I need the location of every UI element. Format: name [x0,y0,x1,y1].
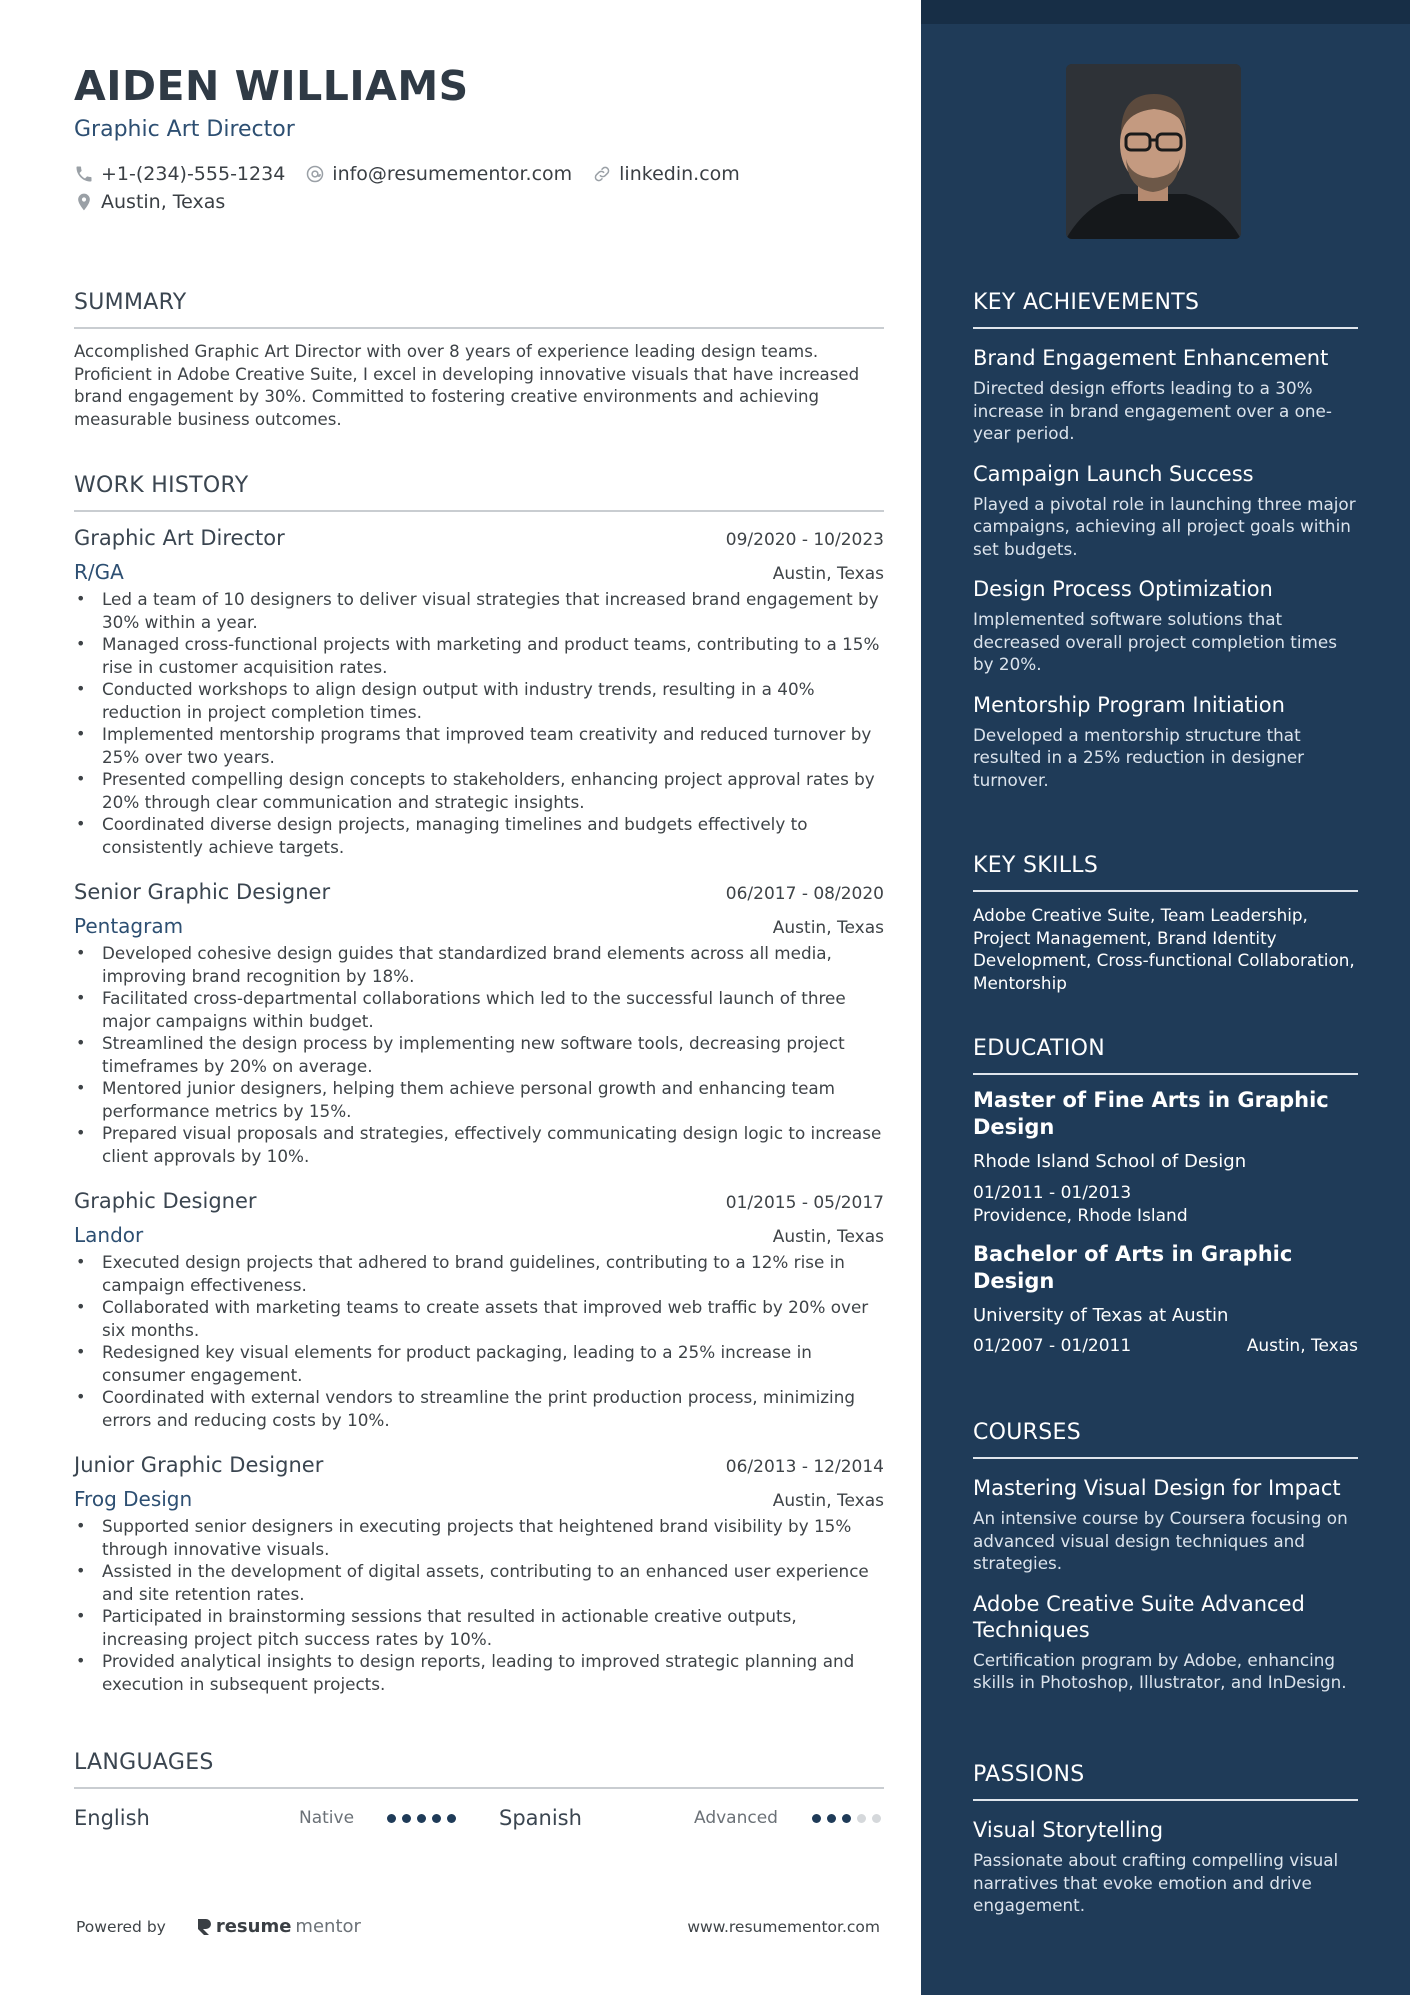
education-section [973,1036,1358,1356]
resumementor-logo-icon [196,1917,212,1937]
candidate-name: AIDEN WILLIAMS [74,62,469,110]
rating-dot-filled [447,1814,456,1823]
course-title: Adobe Creative Suite Advanced Techniques [973,1591,1305,1642]
job-title: Graphic Designer [74,1189,257,1213]
brand-name-light: mentor [295,1916,361,1937]
summary-section [74,290,884,431]
achievement-title: Design Process Optimization [973,577,1273,601]
sidebar-top-bar [921,0,1410,24]
job-company: R/GA [74,560,124,584]
course-item [973,1475,1358,1575]
summary-text: Accomplished Graphic Art Director with over 8 years of experience leading design teams. Proficient in Adobe Creative Suite, I excel in developing innovative visuals that have increased brand engagement by 30%. Committed to fostering creative environments and achieving measurable business outcomes. [74,342,860,429]
job-bullet: • Executed design projects that adhered to brand guidelines, contributing to a 12% rise in campaign effectiveness. [74,1251,884,1296]
languages-section [74,1750,884,1833]
rating-dot-filled [417,1814,426,1823]
achievement-item [973,576,1358,676]
job-dates: 06/2013 - 12/2014 [725,1457,884,1477]
language-item [499,1806,884,1830]
rating-dot-filled [827,1814,836,1823]
education-dates: 01/2007 - 01/2011 [973,1336,1132,1356]
location-pin-icon [74,192,94,212]
passions-section [973,1762,1358,1917]
contact-location [74,191,225,213]
job-location: Austin, Texas [772,1227,884,1247]
language-row [74,1803,884,1833]
course-text: An intensive course by Coursera focusing on advanced visual design techniques and strategies. [973,1508,1348,1573]
job-bullets [74,942,884,1167]
languages-heading: LANGUAGES [74,1750,884,1789]
link-icon [592,164,612,184]
rating-dot-empty [872,1814,881,1823]
sidebar [921,0,1410,1995]
job-location: Austin, Texas [772,564,884,584]
rating-dot-filled [812,1814,821,1823]
job-bullet: • Presented compelling design concepts to stakeholders, enhancing project approval rates by 20% through clear communication and strategic insights. [74,768,884,813]
language-rating [387,1814,456,1823]
job-title: Senior Graphic Designer [74,880,331,904]
courses-section [973,1420,1358,1694]
rating-dot-empty [857,1814,866,1823]
job-company: Frog Design [74,1487,193,1511]
job-company: Pentagram [74,914,184,938]
job-bullet: • Prepared visual proposals and strategies, effectively communicating design logic to increase client approvals by 10%. [74,1122,884,1167]
job-bullet: • Provided analytical insights to design reports, leading to improved strategic planning and execution in subsequent projects. [74,1650,884,1695]
job-location: Austin, Texas [772,918,884,938]
language-name: Spanish [499,1806,582,1830]
education-location: Providence, Rhode Island [973,1205,1188,1226]
education-degree: Bachelor of Arts in Graphic Design [973,1242,1293,1293]
job-bullet: • Led a team of 10 designers to deliver visual strategies that increased brand engagement by 30% within a year. [74,588,884,633]
passions-heading: PASSIONS [973,1762,1358,1801]
job-bullet: • Managed cross-functional projects with marketing and product teams, contributing to a 15% rise in customer acquisition rates. [74,633,884,678]
job-location: Austin, Texas [772,1491,884,1511]
job-bullet: • Conducted workshops to align design output with industry trends, resulting in a 40% reduction in project completion times. [74,678,884,723]
courses-heading: COURSES [973,1420,1358,1459]
achievements-section [973,290,1358,791]
skills-section [973,853,1358,994]
job-company: Landor [74,1223,144,1247]
at-icon [305,164,325,184]
work-history-heading: WORK HISTORY [74,473,884,512]
achievement-title: Campaign Launch Success [973,461,1254,486]
education-dates: 01/2011 - 01/2013 [973,1183,1132,1203]
achievement-text: Implemented software solutions that decreased overall project completion times by 20%. [973,609,1337,674]
achievement-title: Mentorship Program Initiation [973,692,1285,717]
email-text: info@resumementor.com [332,163,573,185]
rating-dot-filled [402,1814,411,1823]
education-item [973,1241,1358,1356]
job-bullets [74,1515,884,1695]
job-entry [74,1189,884,1431]
education-location: Austin, Texas [1246,1336,1358,1356]
job-bullets [74,1251,884,1431]
job-entry [74,880,884,1167]
achievement-title: Brand Engagement Enhancement [973,346,1329,370]
profile-photo-image [1066,64,1241,239]
contact-email[interactable] [305,163,572,185]
contact-linkedin[interactable] [592,163,740,185]
language-rating [812,1814,881,1823]
job-bullet: • Developed cohesive design guides that standardized brand elements across all media, improving brand recognition by 18%. [74,942,884,987]
course-title: Mastering Visual Design for Impact [973,1476,1341,1500]
location-text: Austin, Texas [101,191,226,213]
passion-text: Passionate about crafting compelling visual narratives that evoke emotion and drive engagement. [973,1850,1339,1915]
language-level: Native [299,1808,355,1828]
job-bullet: • Coordinated with external vendors to streamline the print production process, minimizing errors and reducing costs by 10%. [74,1386,884,1431]
achievement-item [973,345,1358,445]
work-history-section [74,473,884,1695]
education-school: Rhode Island School of Design [973,1151,1247,1172]
passion-title: Visual Storytelling [973,1818,1164,1842]
footer [76,1916,880,1937]
achievement-item [973,461,1358,561]
job-title: Junior Graphic Designer [74,1453,324,1477]
job-bullets [74,588,884,858]
rating-dot-filled [842,1814,851,1823]
job-bullet: • Coordinated diverse design projects, managing timelines and budgets effectively to consistently achieve targets. [74,813,884,858]
contact-info [74,160,894,216]
passion-item [973,1817,1358,1917]
linkedin-text: linkedin.com [619,163,740,185]
job-bullet: • Supported senior designers in executing projects that heightened brand visibility by 15% through innovative visuals. [74,1515,884,1560]
website-link[interactable]: www.resumementor.com [687,1917,880,1936]
job-bullet: • Participated in brainstorming sessions that resulted in actionable creative outputs, increasing project pitch success rates by 10%. [74,1605,884,1650]
language-item [74,1806,499,1830]
achievements-heading: KEY ACHIEVEMENTS [973,290,1358,329]
course-text: Certification program by Adobe, enhancing skills in Photoshop, Illustrator, and InDesign. [973,1649,1347,1692]
job-entry [74,1453,884,1695]
job-bullet: • Streamlined the design process by implementing new software tools, decreasing project timeframes by 20% on average. [74,1032,884,1077]
job-title: Graphic Art Director [74,526,285,550]
education-item [973,1087,1358,1227]
education-degree: Master of Fine Arts in Graphic Design [973,1088,1329,1139]
candidate-title: Graphic Art Director [74,117,295,142]
skills-text: Adobe Creative Suite, Team Leadership, Project Management, Brand Identity Development, Cross-functional Collaboration, Mentorship [973,905,1355,993]
achievement-text: Directed design efforts leading to a 30% increase in brand engagement over a one-year period. [973,378,1332,443]
language-level: Advanced [694,1808,778,1828]
profile-photo [1066,64,1241,239]
achievement-text: Played a pivotal role in launching three major campaigns, achieving all project goals within set budgets. [973,493,1356,559]
rating-dot-filled [432,1814,441,1823]
achievement-text: Developed a mentorship structure that resulted in a 25% reduction in designer turnover. [973,724,1305,790]
job-bullet: • Facilitated cross-departmental collaborations which led to the successful launch of three major campaigns within budget. [74,987,884,1032]
brand-name-bold: resume [215,1916,292,1937]
job-bullet: • Collaborated with marketing teams to create assets that improved web traffic by 20% over six months. [74,1296,884,1341]
language-name: English [74,1806,150,1830]
job-bullet: • Implemented mentorship programs that improved team creativity and reduced turnover by 25% over two years. [74,723,884,768]
powered-by-label: Powered by [76,1917,166,1936]
contact-phone[interactable] [74,163,285,185]
job-bullet: • Mentored junior designers, helping them achieve personal growth and enhancing team performance metrics by 15%. [74,1077,884,1122]
powered-by [76,1916,361,1937]
achievement-item [973,692,1358,792]
phone-icon [74,164,94,184]
brand-logo[interactable] [196,1916,361,1937]
education-heading: EDUCATION [973,1036,1358,1075]
job-dates: 06/2017 - 08/2020 [725,884,884,904]
skills-heading: KEY SKILLS [973,853,1358,892]
education-school: University of Texas at Austin [973,1305,1229,1326]
job-bullet: • Assisted in the development of digital assets, contributing to an enhanced user experience and site retention rates. [74,1560,884,1605]
job-entry [74,526,884,858]
job-bullet: • Redesigned key visual elements for product packaging, leading to a 25% increase in consumer engagement. [74,1341,884,1386]
rating-dot-filled [387,1814,396,1823]
course-item [973,1591,1358,1694]
summary-heading: SUMMARY [74,290,884,329]
job-dates: 01/2015 - 05/2017 [725,1193,884,1213]
phone-text: +1-(234)-555-1234 [101,163,286,185]
job-dates: 09/2020 - 10/2023 [725,530,884,550]
